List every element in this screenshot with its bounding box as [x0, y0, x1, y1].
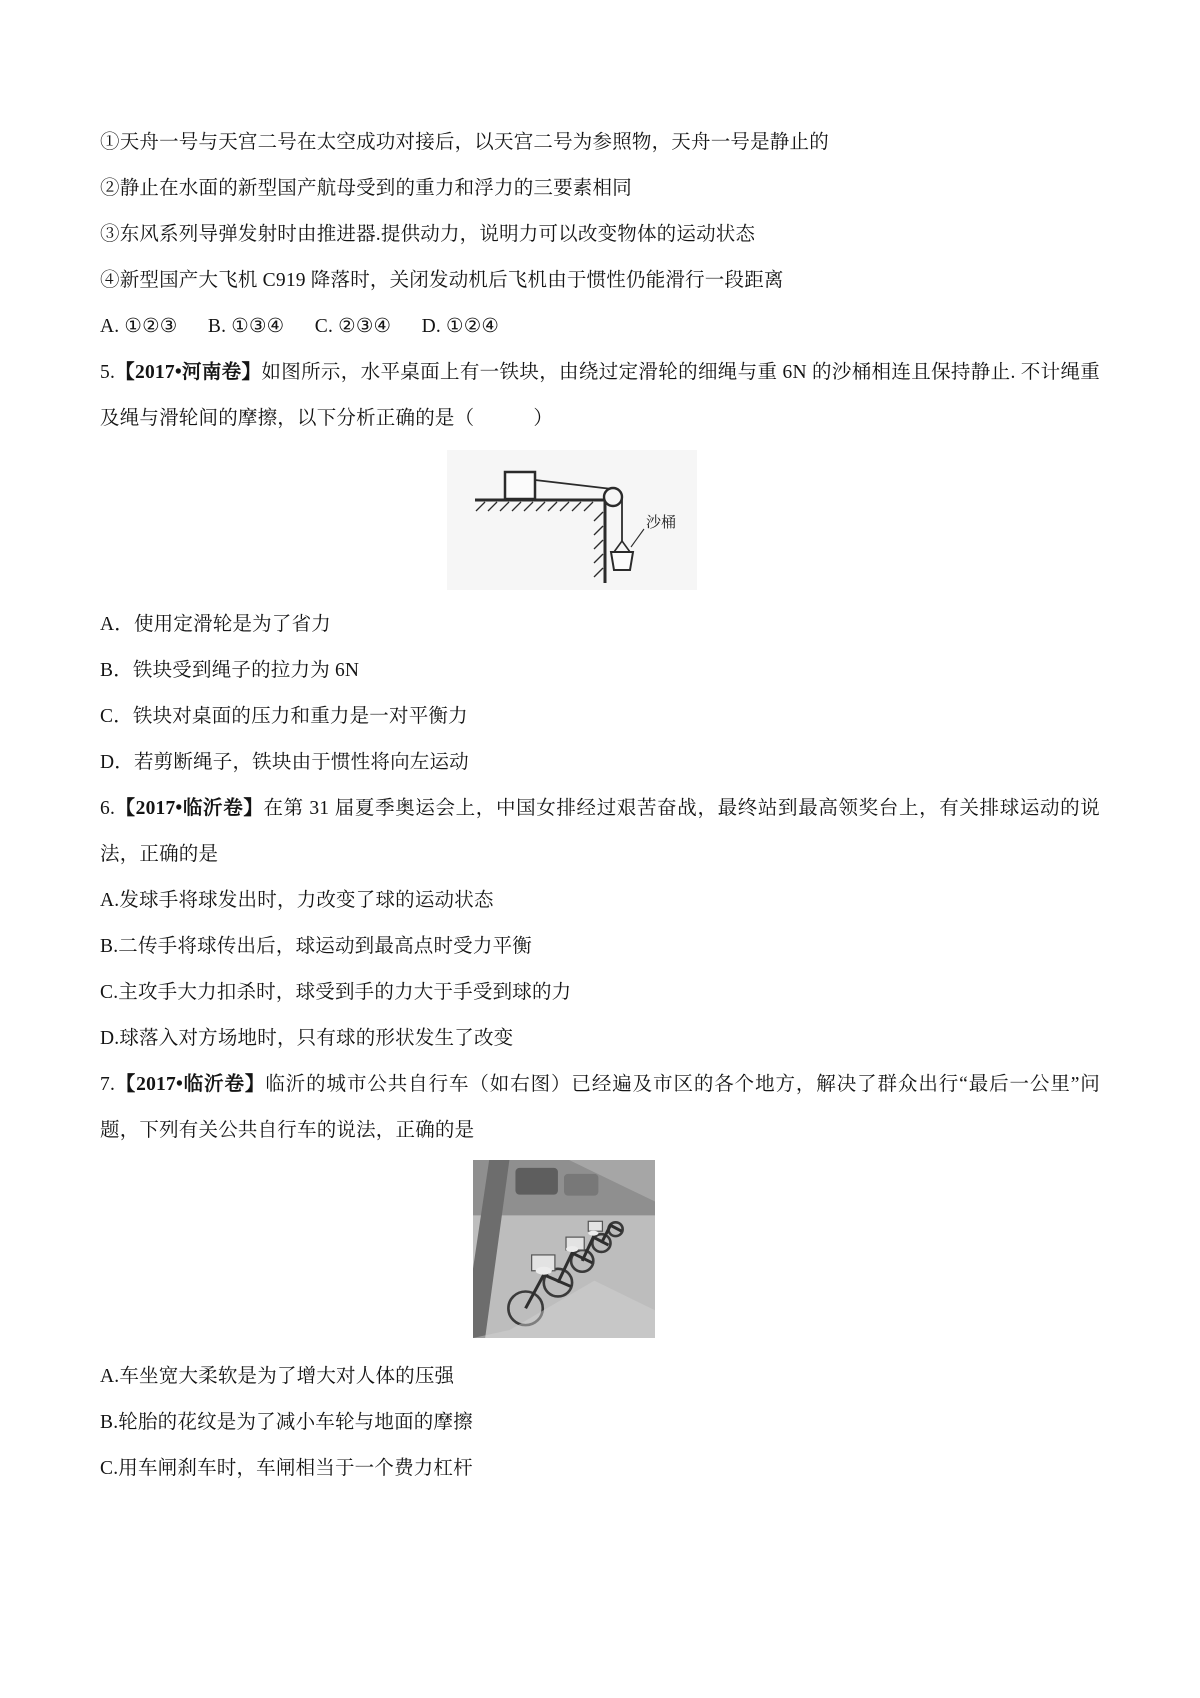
q7-source-tag: 【2017•临沂卷】 — [115, 1074, 266, 1095]
q6-source-tag: 【2017•临沂卷】 — [115, 798, 264, 819]
q7-option-c: C.用车闸刹车时，车闸相当于一个费力杠杆 — [100, 1458, 473, 1479]
q7-option-b: B.轮胎的花纹是为了减小车轮与地面的摩擦 — [100, 1412, 473, 1433]
q7-stem-text: 临沂的城市公共自行车（如右图）已经遍及市区的各个地方，解决了群众出行“最后一公里”问题，下列有关公共自行车的说法，正确的是 — [100, 1074, 1100, 1141]
pulley-figure — [447, 450, 697, 590]
q6-option-c: C.主攻手大力扣杀时，球受到手的力大于手受到球的力 — [100, 982, 572, 1003]
q5-option-a: A．使用定滑轮是为了省力 — [100, 614, 331, 635]
parked-car-shape — [515, 1168, 557, 1195]
q4-statement-4: ④新型国产大飞机 C919 降落时，关闭发动机后飞机由于惯性仍能滑行一段距离 — [100, 270, 784, 291]
bicycle-photo — [473, 1160, 655, 1344]
q6-stem-text: 在第 31 届夏季奥运会上，中国女排经过艰苦奋战，最终站到最高领奖台上，有关排球运动的说法，正确的是 — [100, 798, 1100, 865]
sand-bucket-icon — [611, 552, 633, 570]
q4-statement-3: ③东风系列导弹发射时由推进器.提供动力，说明力可以改变物体的运动状态 — [100, 224, 756, 245]
q7-option-a: A.车坐宽大柔软是为了增大对人体的压强 — [100, 1366, 455, 1387]
q7-stem — [100, 1062, 1100, 1154]
pulley-icon — [604, 488, 622, 506]
q6-option-d: D.球落入对方场地时，只有球的形状发生了改变 — [100, 1028, 514, 1049]
parked-car-shape-2 — [564, 1174, 598, 1196]
pulley-diagram — [447, 450, 697, 590]
public-bicycles-image — [473, 1160, 655, 1338]
q6-number: 6. — [100, 798, 116, 819]
q4-answer-choices: A. ①②③ B. ①③④ C. ②③④ D. ①②④ — [100, 316, 500, 337]
q6-option-a: A.发球手将球发出时，力改变了球的运动状态 — [100, 890, 494, 911]
q7-number: 7. — [100, 1074, 116, 1095]
q5-stem-text: 如图所示，水平桌面上有一铁块，由绕过定滑轮的细绳与重 6N 的沙桶相连且保持静止. 不计绳重及绳与滑轮间的摩擦，以下分析正确的是（ ） — [100, 362, 1100, 429]
q4-statement-2: ②静止在水面的新型国产航母受到的重力和浮力的三要素相同 — [100, 178, 632, 199]
q4-statement-1: ①天舟一号与天宫二号在太空成功对接后，以天宫二号为参照物，天舟一号是静止的 — [100, 132, 829, 153]
q6-stem — [100, 786, 1100, 878]
q5-option-c: C．铁块对桌面的压力和重力是一对平衡力 — [100, 706, 468, 727]
q5-stem — [100, 350, 1100, 442]
q5-option-d: D．若剪断绳子，铁块由于惯性将向左运动 — [100, 752, 469, 773]
iron-block — [505, 472, 535, 499]
q5-number: 5. — [100, 362, 116, 383]
q6-option-b: B.二传手将球传出后，球运动到最高点时受力平衡 — [100, 936, 532, 957]
q5-source-tag: 【2017•河南卷】 — [115, 362, 262, 383]
q5-option-b: B．铁块受到绳子的拉力为 6N — [100, 660, 360, 681]
sand-bucket-label: 沙桶 — [646, 515, 677, 531]
